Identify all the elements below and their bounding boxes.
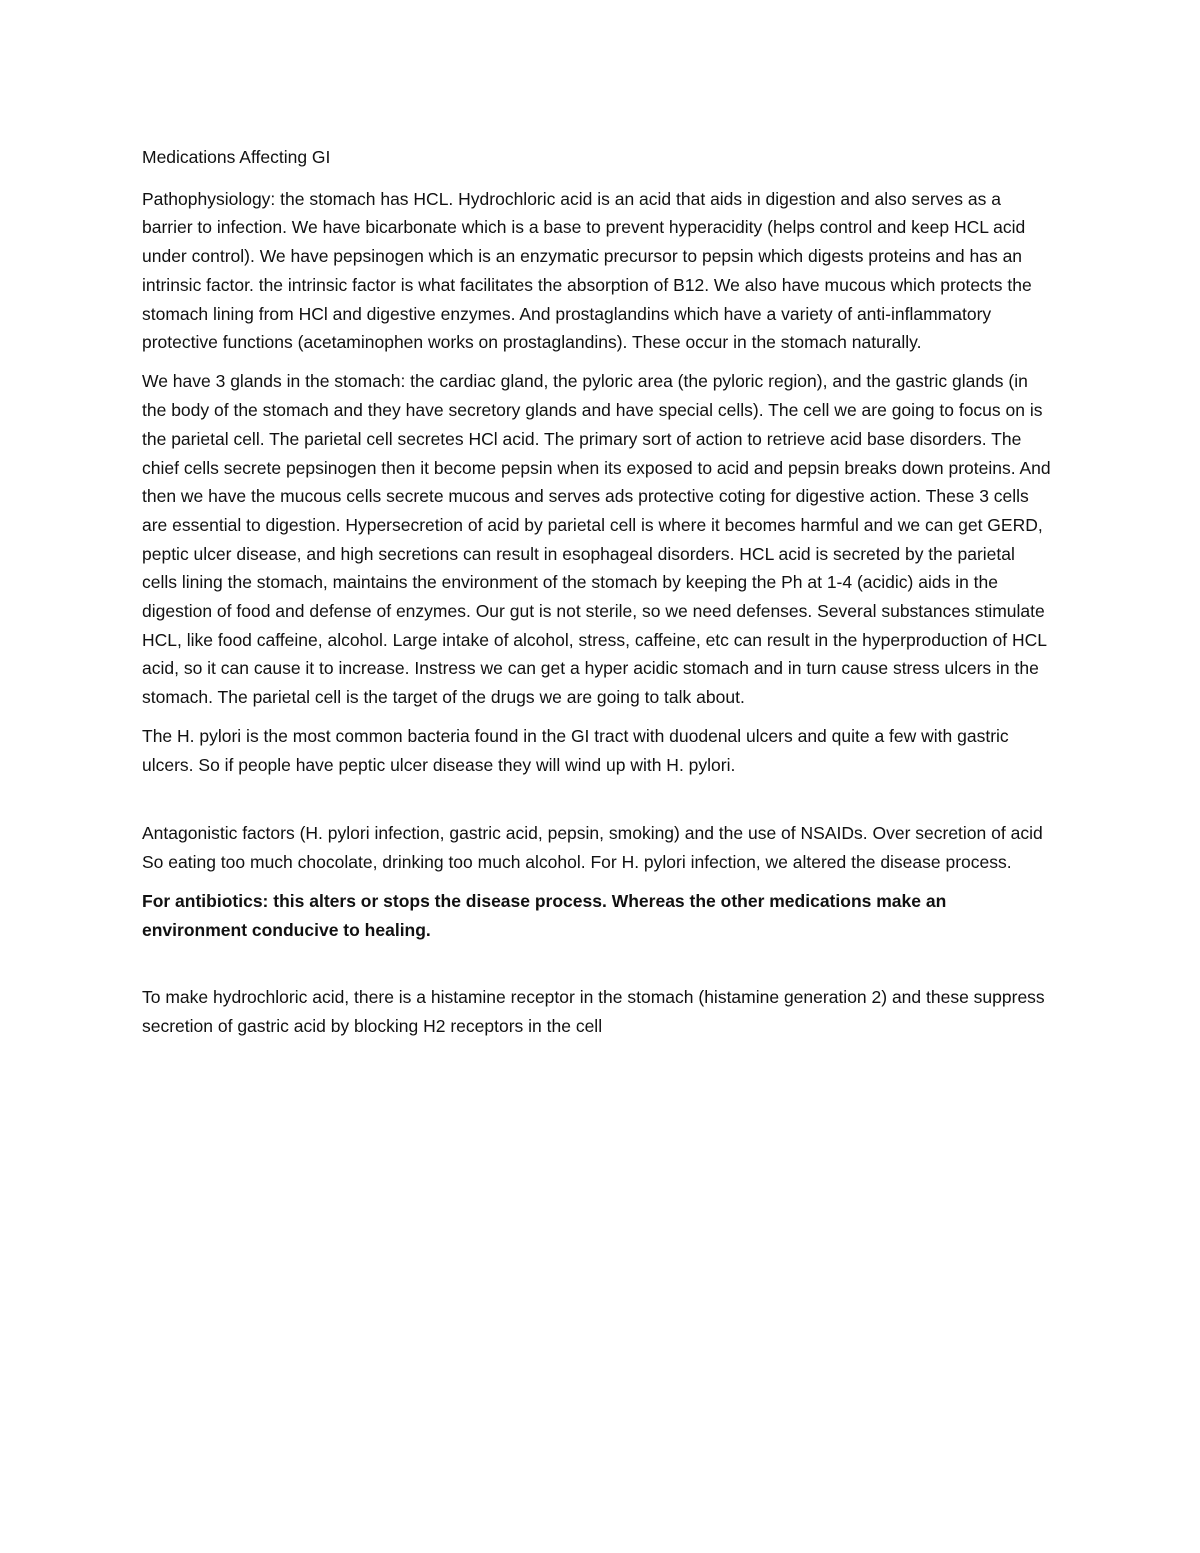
paragraph-histamine-receptor: To make hydrochloric acid, there is a histamine receptor in the stomach (histamine generation 2) and these suppress secretion of gastric acid by blocking H2 receptors in the cell	[142, 987, 1045, 1037]
paragraph-antibiotics-bold: For antibiotics: this alters or stops the disease process. Whereas the other medications make an environment conducive to healing.	[142, 890, 947, 940]
paragraph-antagonistic-factors: Antagonistic factors (H. pylori infection, gastric acid, pepsin, smoking) and the use of NSAIDs. Over secretion of acid So eating too much chocolate, drinking too much alcohol. For H. pylori infection, we altered the disease process.	[142, 822, 1043, 872]
paragraph-h-pylori: The H. pylori is the most common bacteria found in the GI tract with duodenal ulcers and quite a few with gastric ulcers. So if people have peptic ulcer disease they will wind up with H. pylori.	[142, 726, 1009, 776]
document-title: Medications Affecting GI	[142, 147, 331, 167]
paragraph-glands: We have 3 glands in the stomach: the cardiac gland, the pyloric area (the pyloric region), and the gastric glands (in the body of the stomach and they have secretory glands and have special cells). The cell we are going to focus on is the parietal cell. The parietal cell secretes HCl acid. The primary sort of action to retrieve acid base disorders. The chief cells secrete pepsinogen then it become pepsin when its exposed to acid and pepsin breaks down proteins. And then we have the mucous cells secrete mucous and serves ads protective coting for digestive action. These 3 cells are essential to digestion. Hypersecretion of acid by parietal cell is where it becomes harmful and we can get GERD, peptic ulcer disease, and high secretions can result in esophageal disorders. HCL acid is secreted by the parietal cells lining the stomach, maintains the environment of the stomach by keeping the Ph at 1-4 (acidic) aids in the digestion of food and defense of enzymes. Our gut is not sterile, so we need defenses. Several substances stimulate HCL, like food caffeine, alcohol. Large intake of alcohol, stress, caffeine, etc can result in the hyperproduction of HCL acid, so it can cause it to increase. Instress we can get a hyper acidic stomach and in turn cause stress ulcers in the stomach. The parietal cell is the target of the drugs we are going to talk about.	[142, 371, 1051, 708]
blank-line	[142, 955, 1054, 984]
paragraph-pathophysiology: Pathophysiology: the stomach has HCL. Hydrochloric acid is an acid that aids in digestion and also serves as a barrier to infection. We have bicarbonate which is a base to prevent hyperacidity (helps control and keep HCL acid under control). We have pepsinogen which is an enzymatic precursor to pepsin which digests proteins and has an intrinsic factor. the intrinsic factor is what facilitates the absorption of B12. We also have mucous which protects the stomach lining from HCl and digestive enzymes. And prostaglandins which have a variety of anti-inflammatory protective functions (acetaminophen works on prostaglandins). These occur in the stomach naturally.	[142, 188, 1032, 353]
document-page	[142, 143, 1054, 1051]
blank-line	[142, 790, 1054, 819]
